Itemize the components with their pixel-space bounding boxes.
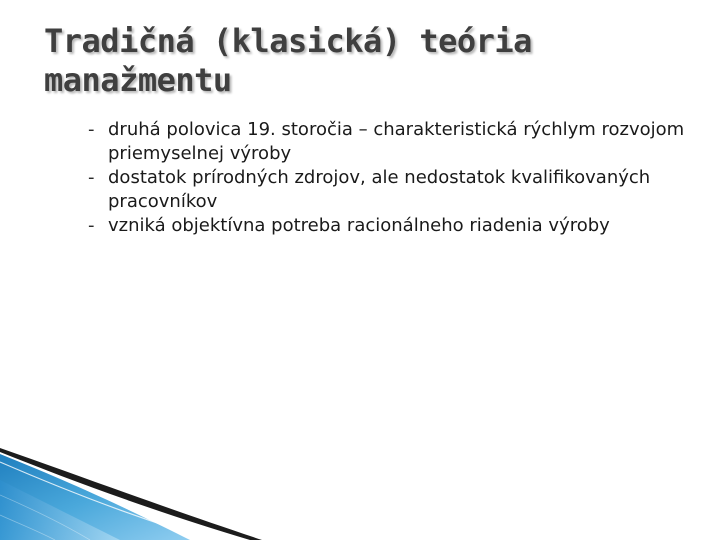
title-line-2: manažmentu xyxy=(44,61,232,99)
corner-decoration-icon xyxy=(0,440,720,540)
title-line-1: Tradičná (klasická) teória xyxy=(44,22,532,60)
bullet-text: druhá polovica 19. storočia – charakteristická rýchlym rozvojom priemyselnej výroby xyxy=(108,119,685,164)
bullet-marker: - xyxy=(88,167,95,188)
bullet-marker: - xyxy=(88,119,95,140)
slide-title xyxy=(44,22,684,100)
bullet-marker: - xyxy=(88,215,95,236)
bullet-item xyxy=(88,214,698,238)
bullet-text: vzniká objektívna potreba racionálneho riadenia výroby xyxy=(108,215,610,236)
bullet-list xyxy=(88,118,698,238)
bullet-item xyxy=(88,118,698,166)
bullet-item xyxy=(88,166,698,214)
bullet-text: dostatok prírodných zdrojov, ale nedostatok kvalifikovaných pracovníkov xyxy=(108,167,651,212)
